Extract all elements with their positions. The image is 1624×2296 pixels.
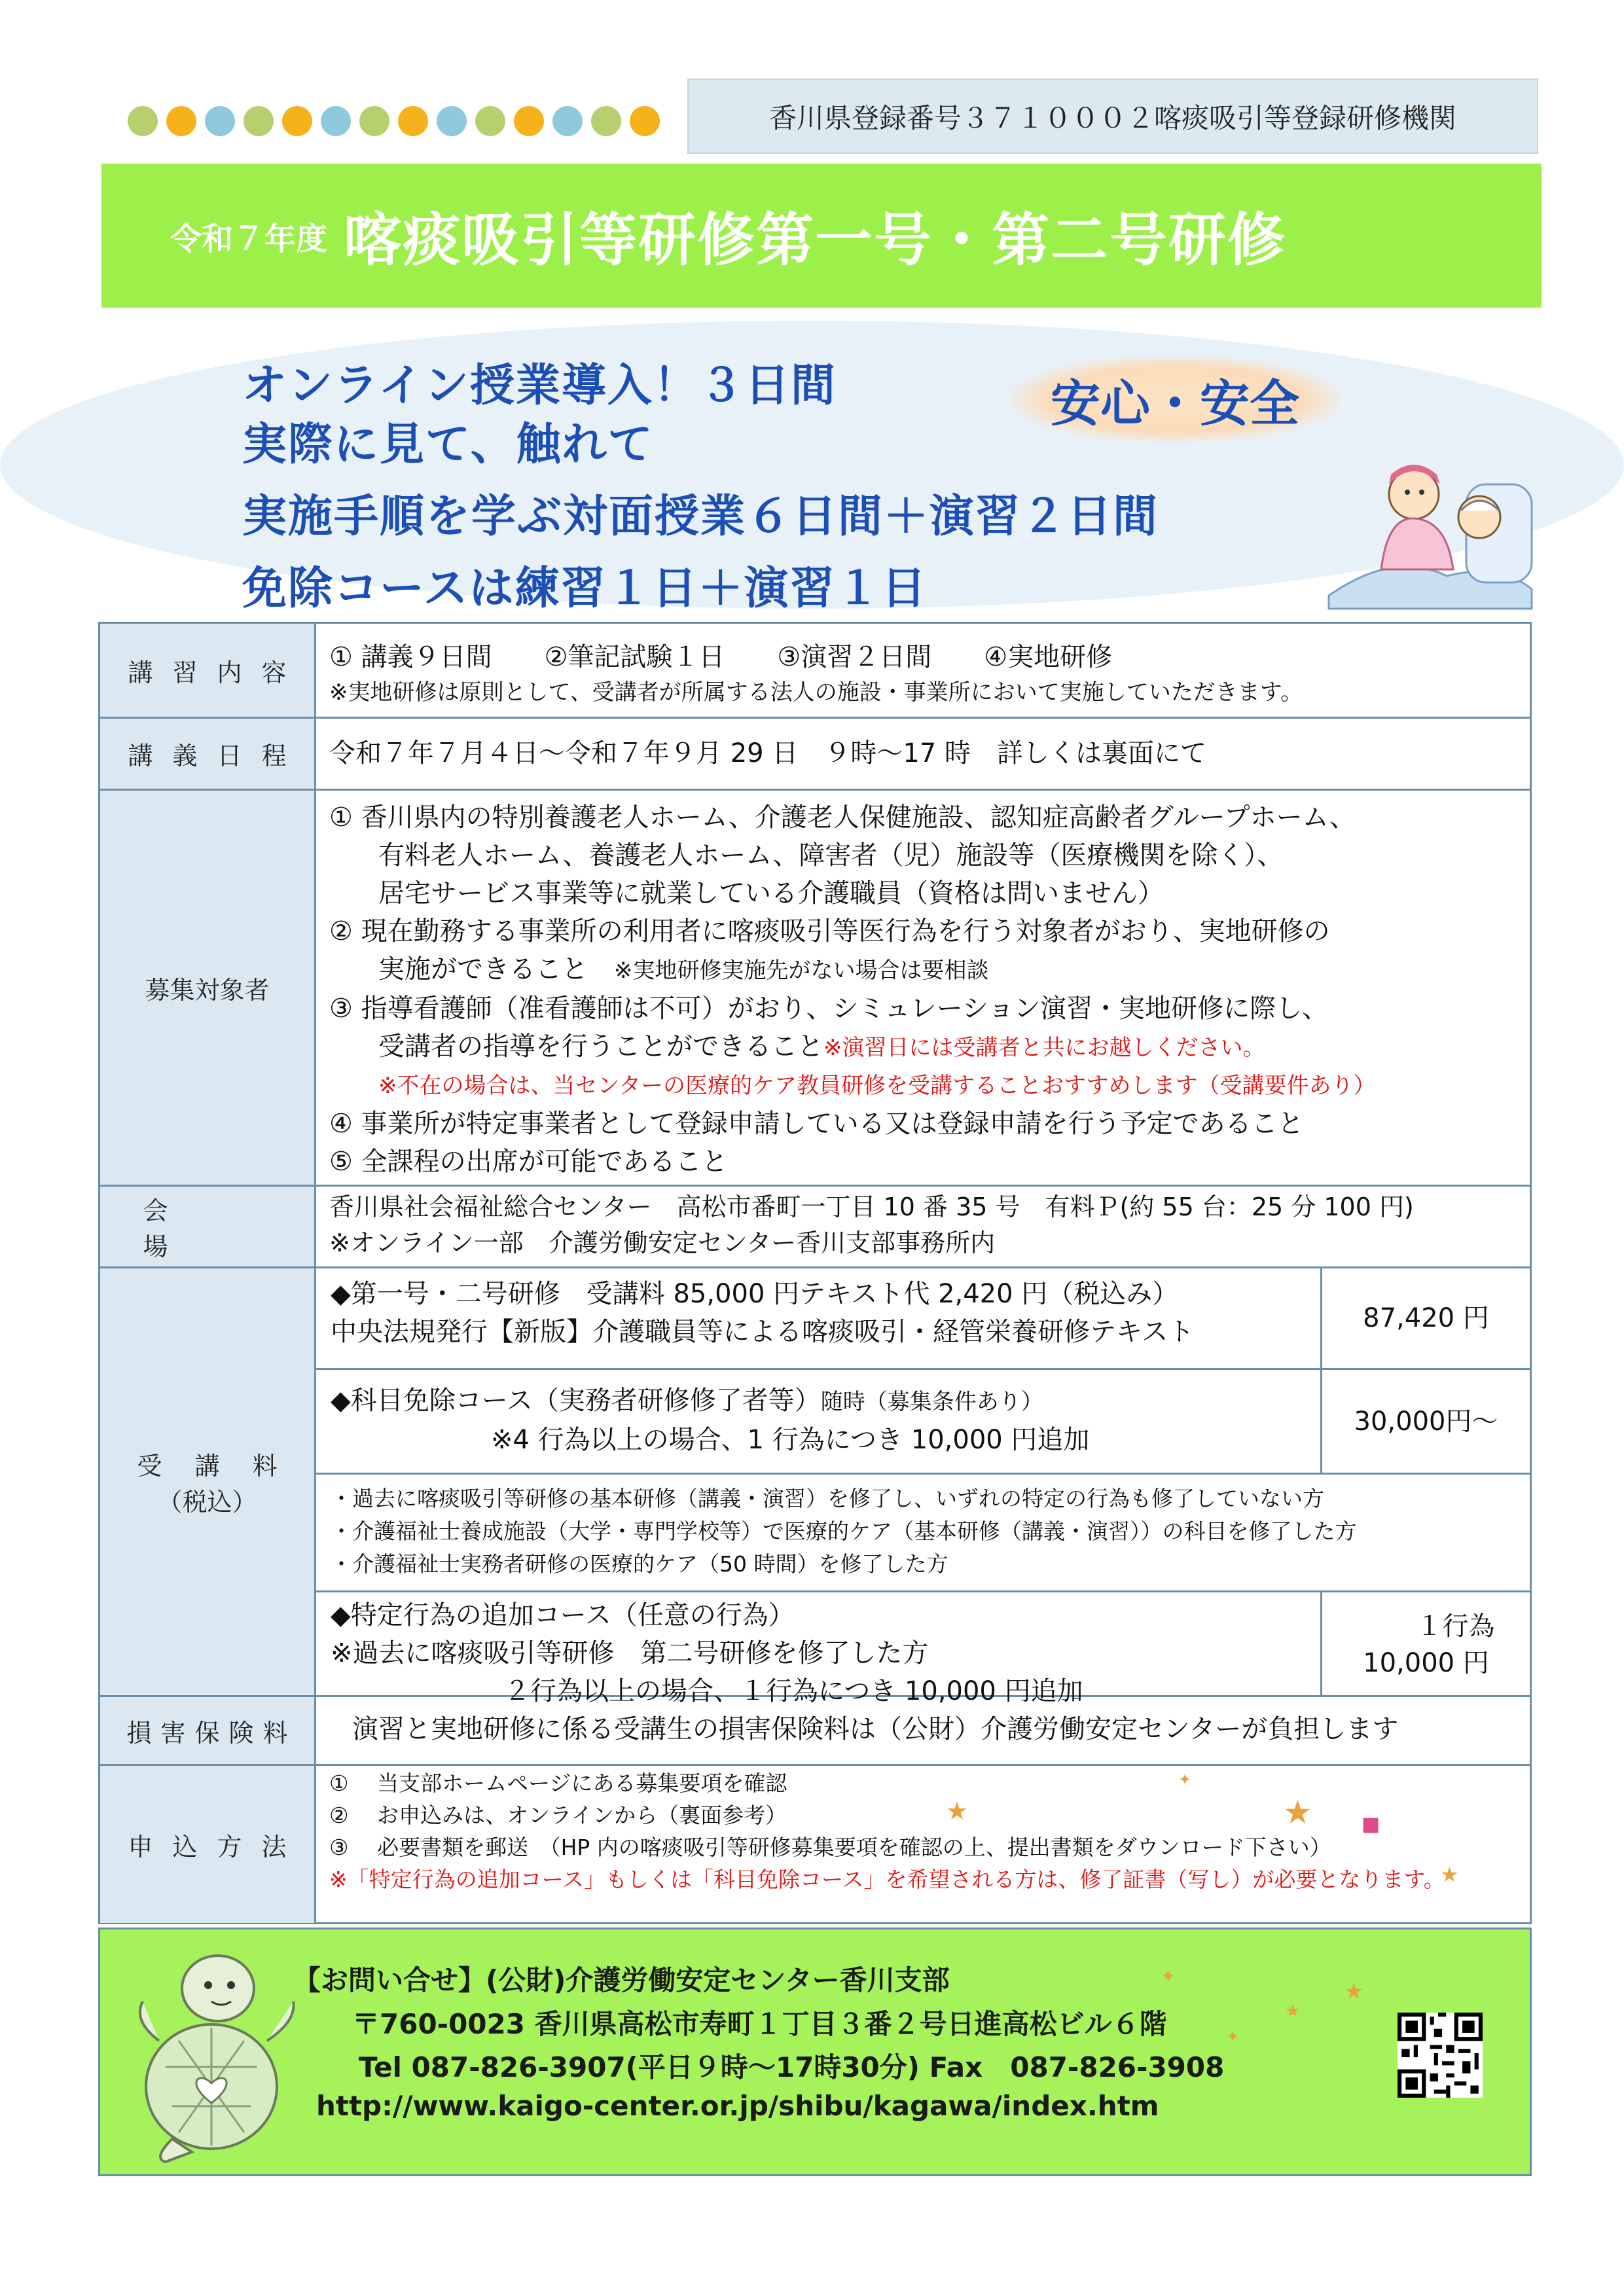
registration-number xyxy=(687,79,1538,154)
dot-icon xyxy=(591,106,621,136)
star-icon: ✦ xyxy=(1161,1965,1176,1987)
nurse-patient-illustration xyxy=(1316,445,1538,615)
venue-address: 香川県社会福祉総合センター 高松市番町一丁目 10 番 35 号 有料Ｐ(約 55 台：25 分 100 円) xyxy=(329,1193,1414,1221)
fee-standard-price: 87,420 円 xyxy=(1320,1268,1530,1368)
dot-icon xyxy=(205,106,235,136)
star-icon: ★ xyxy=(1283,1793,1312,1831)
fee-exemption xyxy=(316,1370,1530,1475)
contact-phone: Tel 087-826-3907(平日９時～17時30分) Fax 087-826-3908 xyxy=(359,2051,1225,2083)
target-line-9: ④ 事業所が特定事業者として登録申請している又は登録申請を行う予定であること xyxy=(329,1109,1304,1139)
star-icon: ✦ xyxy=(1226,2028,1240,2046)
dot-icon xyxy=(630,106,660,136)
dot-icon xyxy=(321,106,351,136)
fee-exemption-price: 30,000円～ xyxy=(1320,1370,1530,1473)
row-target xyxy=(100,791,1530,1187)
target-line-5-note: ※実地研修実施先がない場合は要相談 xyxy=(614,958,989,984)
dot-icon xyxy=(128,106,158,136)
dot-icon xyxy=(166,106,196,136)
condition-3: ・介護福祉士実務者研修の医療的ケア（50 時間）を修了した方 xyxy=(331,1551,948,1577)
fee-additional-line-2: ※過去に喀痰吸引等研修 第二号研修を修了した方 xyxy=(331,1638,929,1668)
target-line-5: 実施ができること xyxy=(378,954,588,984)
target-line-7-note: ※演習日には受講者と共にお越しください。 xyxy=(823,1035,1265,1061)
page-title: 喀痰吸引等研修第一号・第二号研修 xyxy=(344,206,1287,274)
fiscal-year: 令和７年度 xyxy=(170,220,328,257)
contact-title: 【お問い合せ】(公財)介護労働安定センター香川支部 xyxy=(293,1964,950,1996)
dot-icon xyxy=(552,106,583,136)
fee-additional-line-3: ２行為以上の場合、１行為につき 10,000 円追加 xyxy=(504,1676,1083,1706)
star-icon: ✦ xyxy=(1178,1770,1192,1789)
target-line-4: ② 現在勤務する事業所の利用者に喀痰吸引等医行為を行う対象者がおり、実地研修の xyxy=(329,916,1330,946)
target-line-2: 有料老人ホーム、養護老人ホーム、障害者（児）施設等（医療機関を除く）、 xyxy=(378,840,1284,870)
headline-2: 実際に見て、触れて xyxy=(242,419,654,471)
target-line-3: 居宅サービス事業等に就業している介護職員（資格は問いません） xyxy=(378,878,1164,908)
target-line-10: ⑤ 全課程の出席が可能であること xyxy=(329,1147,728,1177)
registration-text: 香川県登録番号３７１０００２喀痰吸引等登録研修機関 xyxy=(768,101,1456,134)
row-insurance xyxy=(100,1697,1530,1766)
fee-exemption-line-2: ※4 行為以上の場合、1 行為につき 10,000 円追加 xyxy=(491,1425,1090,1455)
label-fee-tax: （税込） xyxy=(157,1488,257,1516)
venue-online: ※オンライン一部 介護労働安定センター香川支部事務所内 xyxy=(329,1229,996,1257)
schedule-text: 令和７年７月４日～令和７年９月 29 日 ９時～17 時 詳しくは裏面にて xyxy=(329,738,1206,768)
fee-exemption-line-1: ◆科目免除コース（実務者研修修了者等） xyxy=(331,1386,821,1416)
target-line-1: ① 香川県内の特別養護老人ホーム、介護老人保健施設、認知症高齢者グループホーム、 xyxy=(329,802,1356,833)
fee-standard-line-1: ◆第一号・二号研修 受講料 85,000 円テキスト代 2,420 円（税込み） xyxy=(331,1279,1179,1309)
apply-step-2: ② お申込みは、オンラインから（裏面参考） xyxy=(329,1803,787,1828)
label-target: 募集対象者 xyxy=(100,791,316,1185)
target-line-6: ③ 指導看護師（准看護師は不可）がおり、シミュレーション演習・実地研修に際し、 xyxy=(329,994,1329,1024)
row-course xyxy=(100,624,1530,719)
dot-icon xyxy=(282,106,312,136)
star-icon: ★ xyxy=(1344,1979,1364,2005)
safety-badge-text: 安心・安全 xyxy=(1051,374,1299,433)
insurance-text: 演習と実地研修に係る受講生の損害保険料は（公財）介護労働安定センターが負担します xyxy=(352,1714,1399,1744)
dot-icon xyxy=(359,106,389,136)
headline-3: 実施手順を学ぶ対面授業６日間＋演習２日間 xyxy=(242,491,1159,543)
course-info-table xyxy=(98,622,1532,1924)
qr-code[interactable] xyxy=(1398,2013,1483,2098)
fee-additional-unit: １行為 xyxy=(1416,1611,1495,1641)
label-insurance: 損害保険料 xyxy=(100,1697,316,1764)
headline-1: オンライン授業導入！３日間 xyxy=(242,360,837,412)
dot-icon xyxy=(514,106,544,136)
dot-icon xyxy=(398,106,428,136)
label-fee-cell xyxy=(100,1268,316,1695)
dot-icon xyxy=(475,106,505,136)
square-icon: ■ xyxy=(1362,1813,1380,1836)
dot-icon xyxy=(437,106,467,136)
fee-exemption-conditions xyxy=(316,1475,1530,1592)
label-fee: 受講料 xyxy=(137,1452,310,1480)
apply-step-1: ① 当支部ホームページにある募集要項を確認 xyxy=(329,1770,787,1796)
label-schedule: 講義日程 xyxy=(100,719,316,789)
course-items: ① 講義９日間 ②筆記試験１日 ③演習２日間 ④実地研修 xyxy=(329,642,1113,672)
row-schedule xyxy=(100,719,1530,791)
course-note: ※実地研修は原則として、受講者が所属する法人の施設・事業所において実施していただきます。 xyxy=(329,679,1303,706)
contact-website[interactable] xyxy=(316,2090,1159,2122)
fee-additional-price: 10,000 円 xyxy=(1363,1648,1489,1678)
condition-2: ・介護福祉士養成施設（大学・専門学校等）で医療的ケア（基本研修（講義・演習））の科目を修了した方 xyxy=(331,1518,1357,1544)
label-venue: 会 場 xyxy=(100,1187,316,1266)
headline-4: 免除コースは練習１日＋演習１日 xyxy=(242,563,928,615)
target-line-8: ※不在の場合は、当センターの医療的ケア教員研修を受講することおすすめします（受講要件あり） xyxy=(378,1073,1376,1099)
decorative-dots xyxy=(128,105,671,137)
contact-footer xyxy=(98,1928,1532,2176)
apply-step-3: ③ 必要書類を郵送 （HP 内の喀痰吸引等研修募集要項を確認の上、提出書類をダウンロード下さい） xyxy=(329,1835,1331,1860)
label-apply: 申込方法 xyxy=(100,1766,316,1923)
star-icon: ★ xyxy=(1440,1862,1459,1887)
dot-icon xyxy=(244,106,274,136)
condition-1: ・過去に喀痰吸引等研修の基本研修（講義・演習）を修了し、いずれの特定の行為も修了していない方 xyxy=(331,1486,1324,1511)
fee-additional xyxy=(316,1592,1530,1706)
fee-additional-line-1: ◆特定行為の追加コース（任意の行為） xyxy=(331,1600,795,1630)
row-apply xyxy=(100,1766,1530,1923)
fee-standard xyxy=(316,1268,1530,1370)
fee-exemption-note: 随時（募集条件あり） xyxy=(820,1389,1043,1415)
contact-address: 〒760-0023 香川県高松市寿町１丁目３番２号日進高松ビル６階 xyxy=(352,2008,1167,2040)
star-icon: ★ xyxy=(946,1797,969,1825)
row-venue xyxy=(100,1187,1530,1268)
apply-note: ※「特定行為の追加コース」もしくは「科目免除コース」を希望される方は、修了証書（写し）が必要となります。 xyxy=(329,1867,1445,1892)
turtle-mascot-icon xyxy=(120,1943,316,2165)
title-banner xyxy=(101,164,1542,308)
row-fee xyxy=(100,1268,1530,1706)
safety-badge xyxy=(1011,357,1339,442)
target-line-7: 受講者の指導を行うことができること xyxy=(378,1031,823,1062)
star-icon: ★ xyxy=(1285,2001,1301,2021)
label-course: 講習内容 xyxy=(100,624,316,717)
fee-standard-line-2: 中央法規発行【新版】介護職員等による喀痰吸引・経管栄養研修テキスト xyxy=(331,1317,1195,1347)
contact-url[interactable]: http://www.kaigo-center.or.jp/shibu/kagawa/index.htm xyxy=(316,2090,1159,2122)
